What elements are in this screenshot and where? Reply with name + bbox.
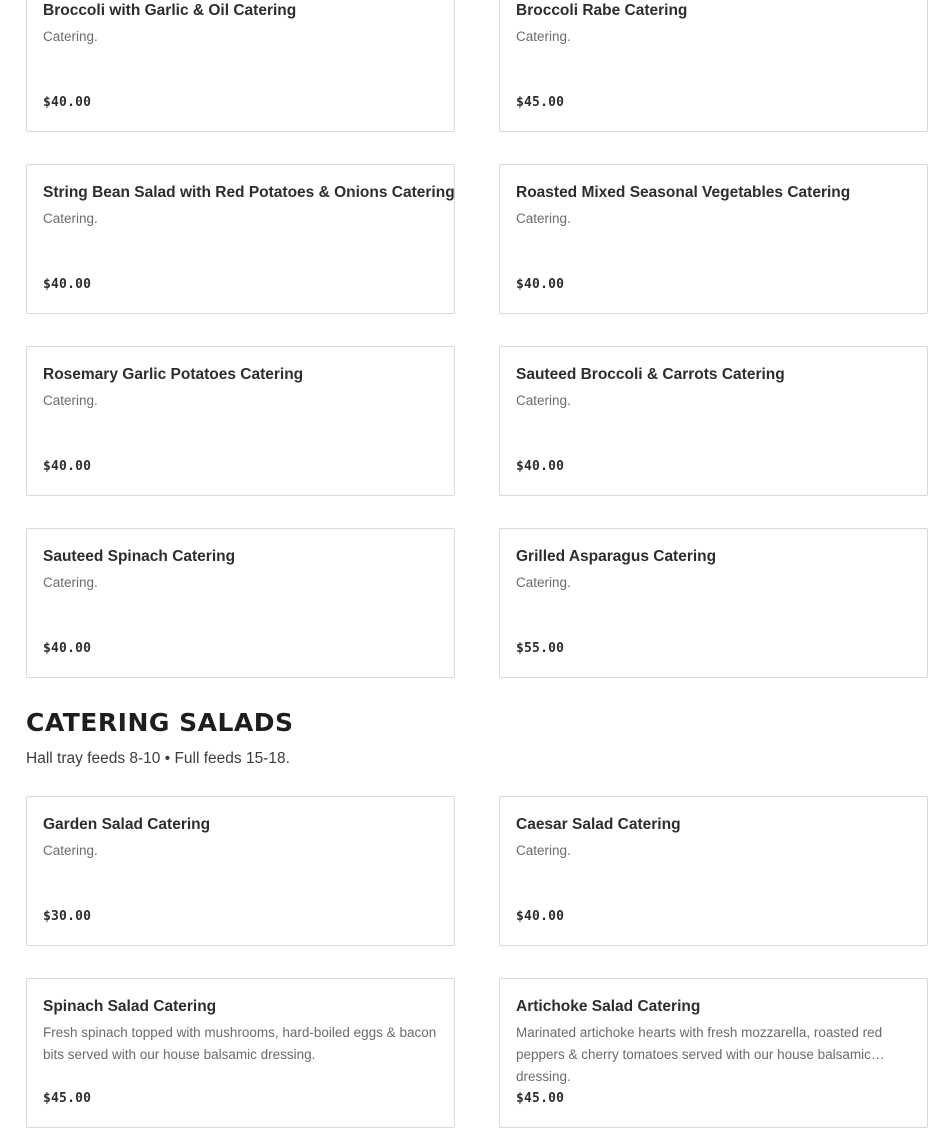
menu-item-price: $45.00 [516, 95, 565, 110]
menu-item-name: Garden Salad Catering [43, 816, 211, 833]
menu-item-price: $55.00 [516, 641, 565, 656]
menu-item-description: Catering. [516, 29, 571, 44]
menu-item-name: Artichoke Salad Catering [516, 998, 701, 1015]
menu-item-description: Catering. [43, 29, 98, 44]
menu-item-description: Catering. [43, 843, 98, 858]
section-title: CATERING SALADS [26, 708, 294, 737]
salads-section-header [0, 708, 950, 770]
menu-item-price: $40.00 [43, 277, 92, 292]
menu-item-price: $40.00 [43, 95, 92, 110]
menu-item-price: $30.00 [43, 909, 92, 924]
menu-item-card[interactable] [26, 164, 455, 314]
menu-item-name: Sauteed Broccoli & Carrots Catering [516, 366, 785, 383]
menu-item-price: $40.00 [516, 909, 565, 924]
menu-item-card[interactable] [499, 528, 928, 678]
menu-item-name: Sauteed Spinach Catering [43, 548, 236, 565]
menu-item-name: Broccoli with Garlic & Oil Catering [43, 2, 297, 19]
menu-item-name: Roasted Mixed Seasonal Vegetables Catering [516, 184, 851, 201]
menu-item-name: Caesar Salad Catering [516, 816, 681, 833]
menu-item-price: $40.00 [516, 277, 565, 292]
menu-item-name: Spinach Salad Catering [43, 998, 217, 1015]
menu-item-card[interactable] [499, 0, 928, 132]
menu-item-card[interactable] [499, 164, 928, 314]
menu-item-name: Rosemary Garlic Potatoes Catering [43, 366, 304, 383]
menu-item-card[interactable] [26, 0, 455, 132]
menu-item-card[interactable] [26, 346, 455, 496]
menu-item-price: $40.00 [43, 641, 92, 656]
menu-item-description: Catering. [43, 211, 98, 226]
menu-item-card[interactable] [499, 978, 928, 1128]
menu-item-description: Catering. [43, 575, 98, 590]
menu-item-card[interactable] [26, 796, 455, 946]
menu-item-price: $45.00 [516, 1091, 565, 1106]
menu-item-description: Catering. [516, 843, 571, 858]
menu-item-name: Broccoli Rabe Catering [516, 2, 688, 19]
menu-item-name: String Bean Salad with Red Potatoes & Onions Catering [43, 184, 455, 201]
menu-item-description: Catering. [516, 575, 571, 590]
menu-item-name: Grilled Asparagus Catering [516, 548, 717, 565]
menu-item-card[interactable] [26, 978, 455, 1128]
menu-item-price: $40.00 [516, 459, 565, 474]
section-subtitle: Hall tray feeds 8-10 • Full feeds 15-18. [26, 750, 290, 767]
menu-item-price: $45.00 [43, 1091, 92, 1106]
menu-item-card[interactable] [26, 528, 455, 678]
menu-item-description: Catering. [516, 211, 571, 226]
menu-item-description: Fresh spinach topped with mushrooms, hard-boiled eggs & bacon bits served with our house balsamic dressing. [43, 1025, 437, 1062]
menu-item-description: Marinated artichoke hearts with fresh mozzarella, roasted red peppers & cherry tomatoes served with our house balsamic dressing. [516, 1025, 883, 1084]
menu-item-card[interactable] [499, 796, 928, 946]
menu-item-description: Catering. [516, 393, 571, 408]
salads-grid [0, 796, 950, 1128]
menu-item-description: Catering. [43, 393, 98, 408]
menu-item-price: $40.00 [43, 459, 92, 474]
menu-item-card[interactable] [499, 346, 928, 496]
